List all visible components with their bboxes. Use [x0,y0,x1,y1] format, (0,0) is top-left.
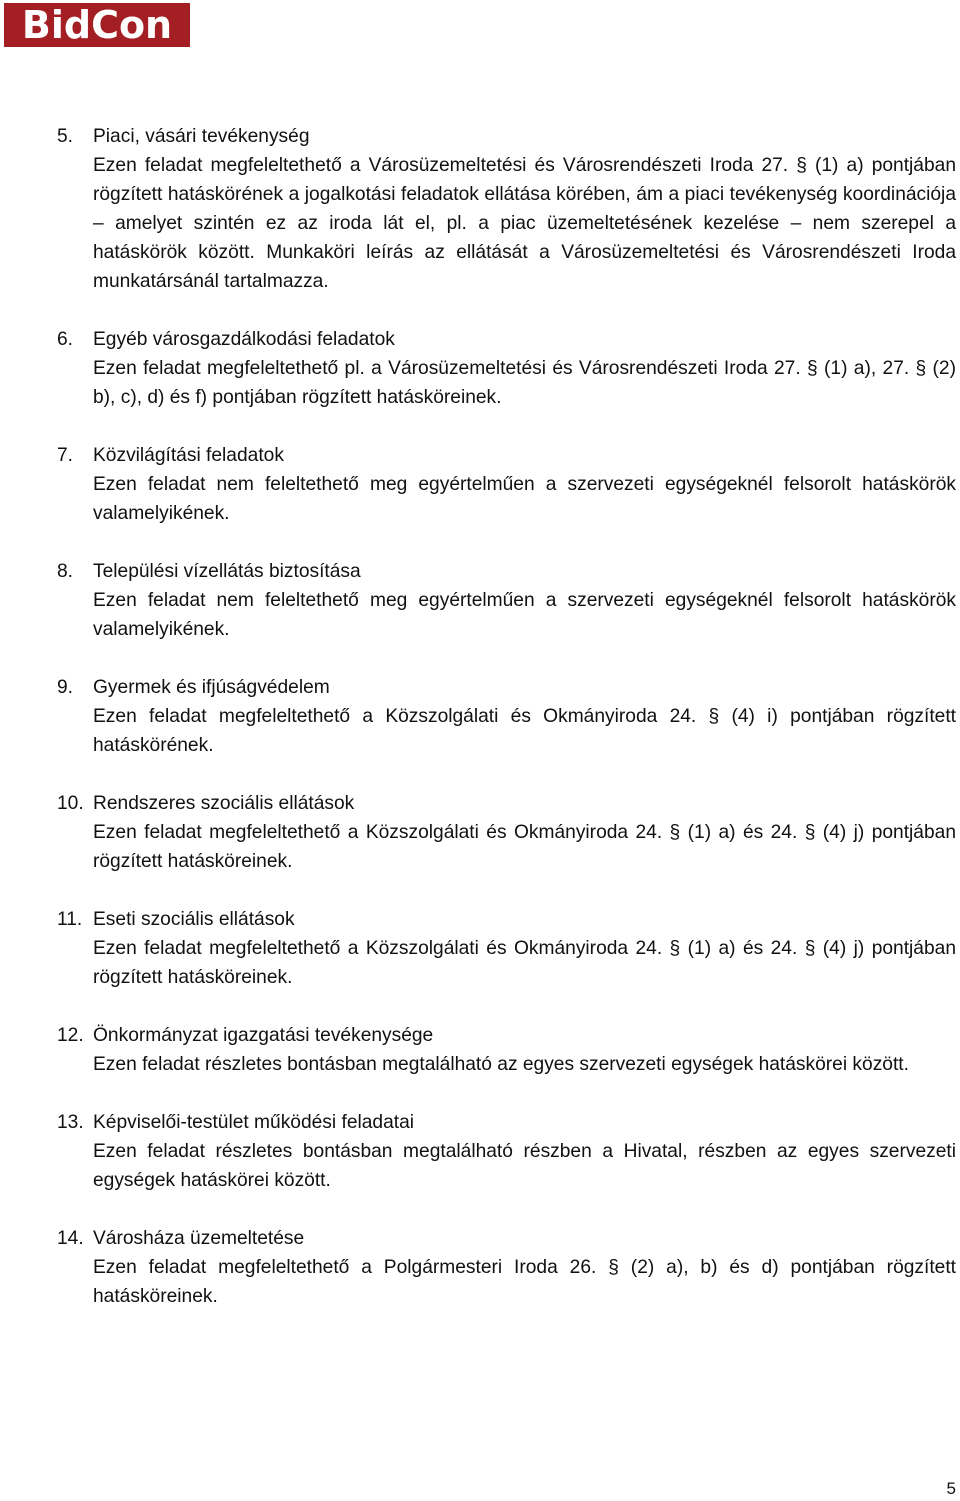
item-number: 11. [57,909,83,930]
item-body: Ezen feladat nem feleltethető meg egyértelműen a szervezeti egységeknél felsorolt hatáskörök valamelyikének. [93,474,956,524]
item-number: 8. [57,561,74,582]
item-title: Eseti szociális ellátások [93,909,295,930]
item-title: Közvilágítási feladatok [93,445,284,466]
list-item [57,122,956,296]
item-body: Ezen feladat részletes bontásban megtalálható az egyes szervezeti egységek hatáskörei között. [93,1054,909,1075]
item-number: 10. [57,793,84,814]
list-item [57,557,956,644]
item-body: Ezen feladat nem feleltethető meg egyértelműen a szervezeti egységeknél felsorolt hatáskörök valamelyikének. [93,590,956,640]
item-number: 6. [57,329,74,350]
list-item [57,441,956,528]
item-number: 12. [57,1025,84,1046]
item-body: Ezen feladat részletes bontásban megtalálható részben a Hivatal, részben az egyes szervezeti egységek hatáskörei között. [93,1141,956,1191]
item-title: Piaci, vásári tevékenység [93,126,310,147]
list-item [57,1224,956,1311]
item-title: Rendszeres szociális ellátások [93,793,355,814]
item-body: Ezen feladat megfeleltethető pl. a Városüzemeltetési és Városrendészeti Iroda 27. § (1) a), 27. § (2) b), c), d) és f) pontjában rögzített hatásköreinek. [93,358,956,408]
item-number: 7. [57,445,74,466]
list-item [57,789,956,876]
item-body: Ezen feladat megfeleltethető a Közszolgálati és Okmányiroda 24. § (4) i) pontjában rögzített hatáskörének. [93,706,956,756]
list-item [57,673,956,760]
item-number: 5. [57,126,74,147]
item-number: 14. [57,1228,84,1249]
item-title: Települési vízellátás biztosítása [93,561,361,582]
bidcon-logo: BidCon [4,3,190,47]
list-item [57,1021,956,1079]
list-item [57,325,956,412]
item-title: Gyermek és ifjúságvédelem [93,677,330,698]
list-item [57,1108,956,1195]
item-title: Önkormányzat igazgatási tevékenysége [93,1025,434,1046]
item-body: Ezen feladat megfeleltethető a Városüzemeltetési és Városrendészeti Iroda 27. § (1) a) pontjában rögzített hatáskörének a jogalkotási feladatok ellátása körében, ám a piaci tevékenység koordinációja – amelyet szintén ez az iroda lát el, pl. a piac üzemeltetésének kezelése – nem szerepel a hatáskörök között. Munkaköri leírás az ellátását a Városüzemeltetési és Városrendészeti Iroda munkatársánál tartalmazza. [93,155,956,292]
item-number: 13. [57,1112,84,1133]
list-item [57,905,956,992]
document-body [57,122,956,1340]
item-title: Egyéb városgazdálkodási feladatok [93,329,395,350]
page-number: 5 [946,1479,956,1498]
item-body: Ezen feladat megfeleltethető a Közszolgálati és Okmányiroda 24. § (1) a) és 24. § (4) j) pontjában rögzített hatásköreinek. [93,822,956,872]
item-title: Képviselői-testület működési feladatai [93,1112,415,1133]
item-title: Városháza üzemeltetése [93,1228,305,1249]
item-number: 9. [57,677,74,698]
item-body: Ezen feladat megfeleltethető a Közszolgálati és Okmányiroda 24. § (1) a) és 24. § (4) j) pontjában rögzített hatásköreinek. [93,938,956,988]
item-body: Ezen feladat megfeleltethető a Polgármesteri Iroda 26. § (2) a), b) és d) pontjában rögzített hatásköreinek. [93,1257,956,1307]
